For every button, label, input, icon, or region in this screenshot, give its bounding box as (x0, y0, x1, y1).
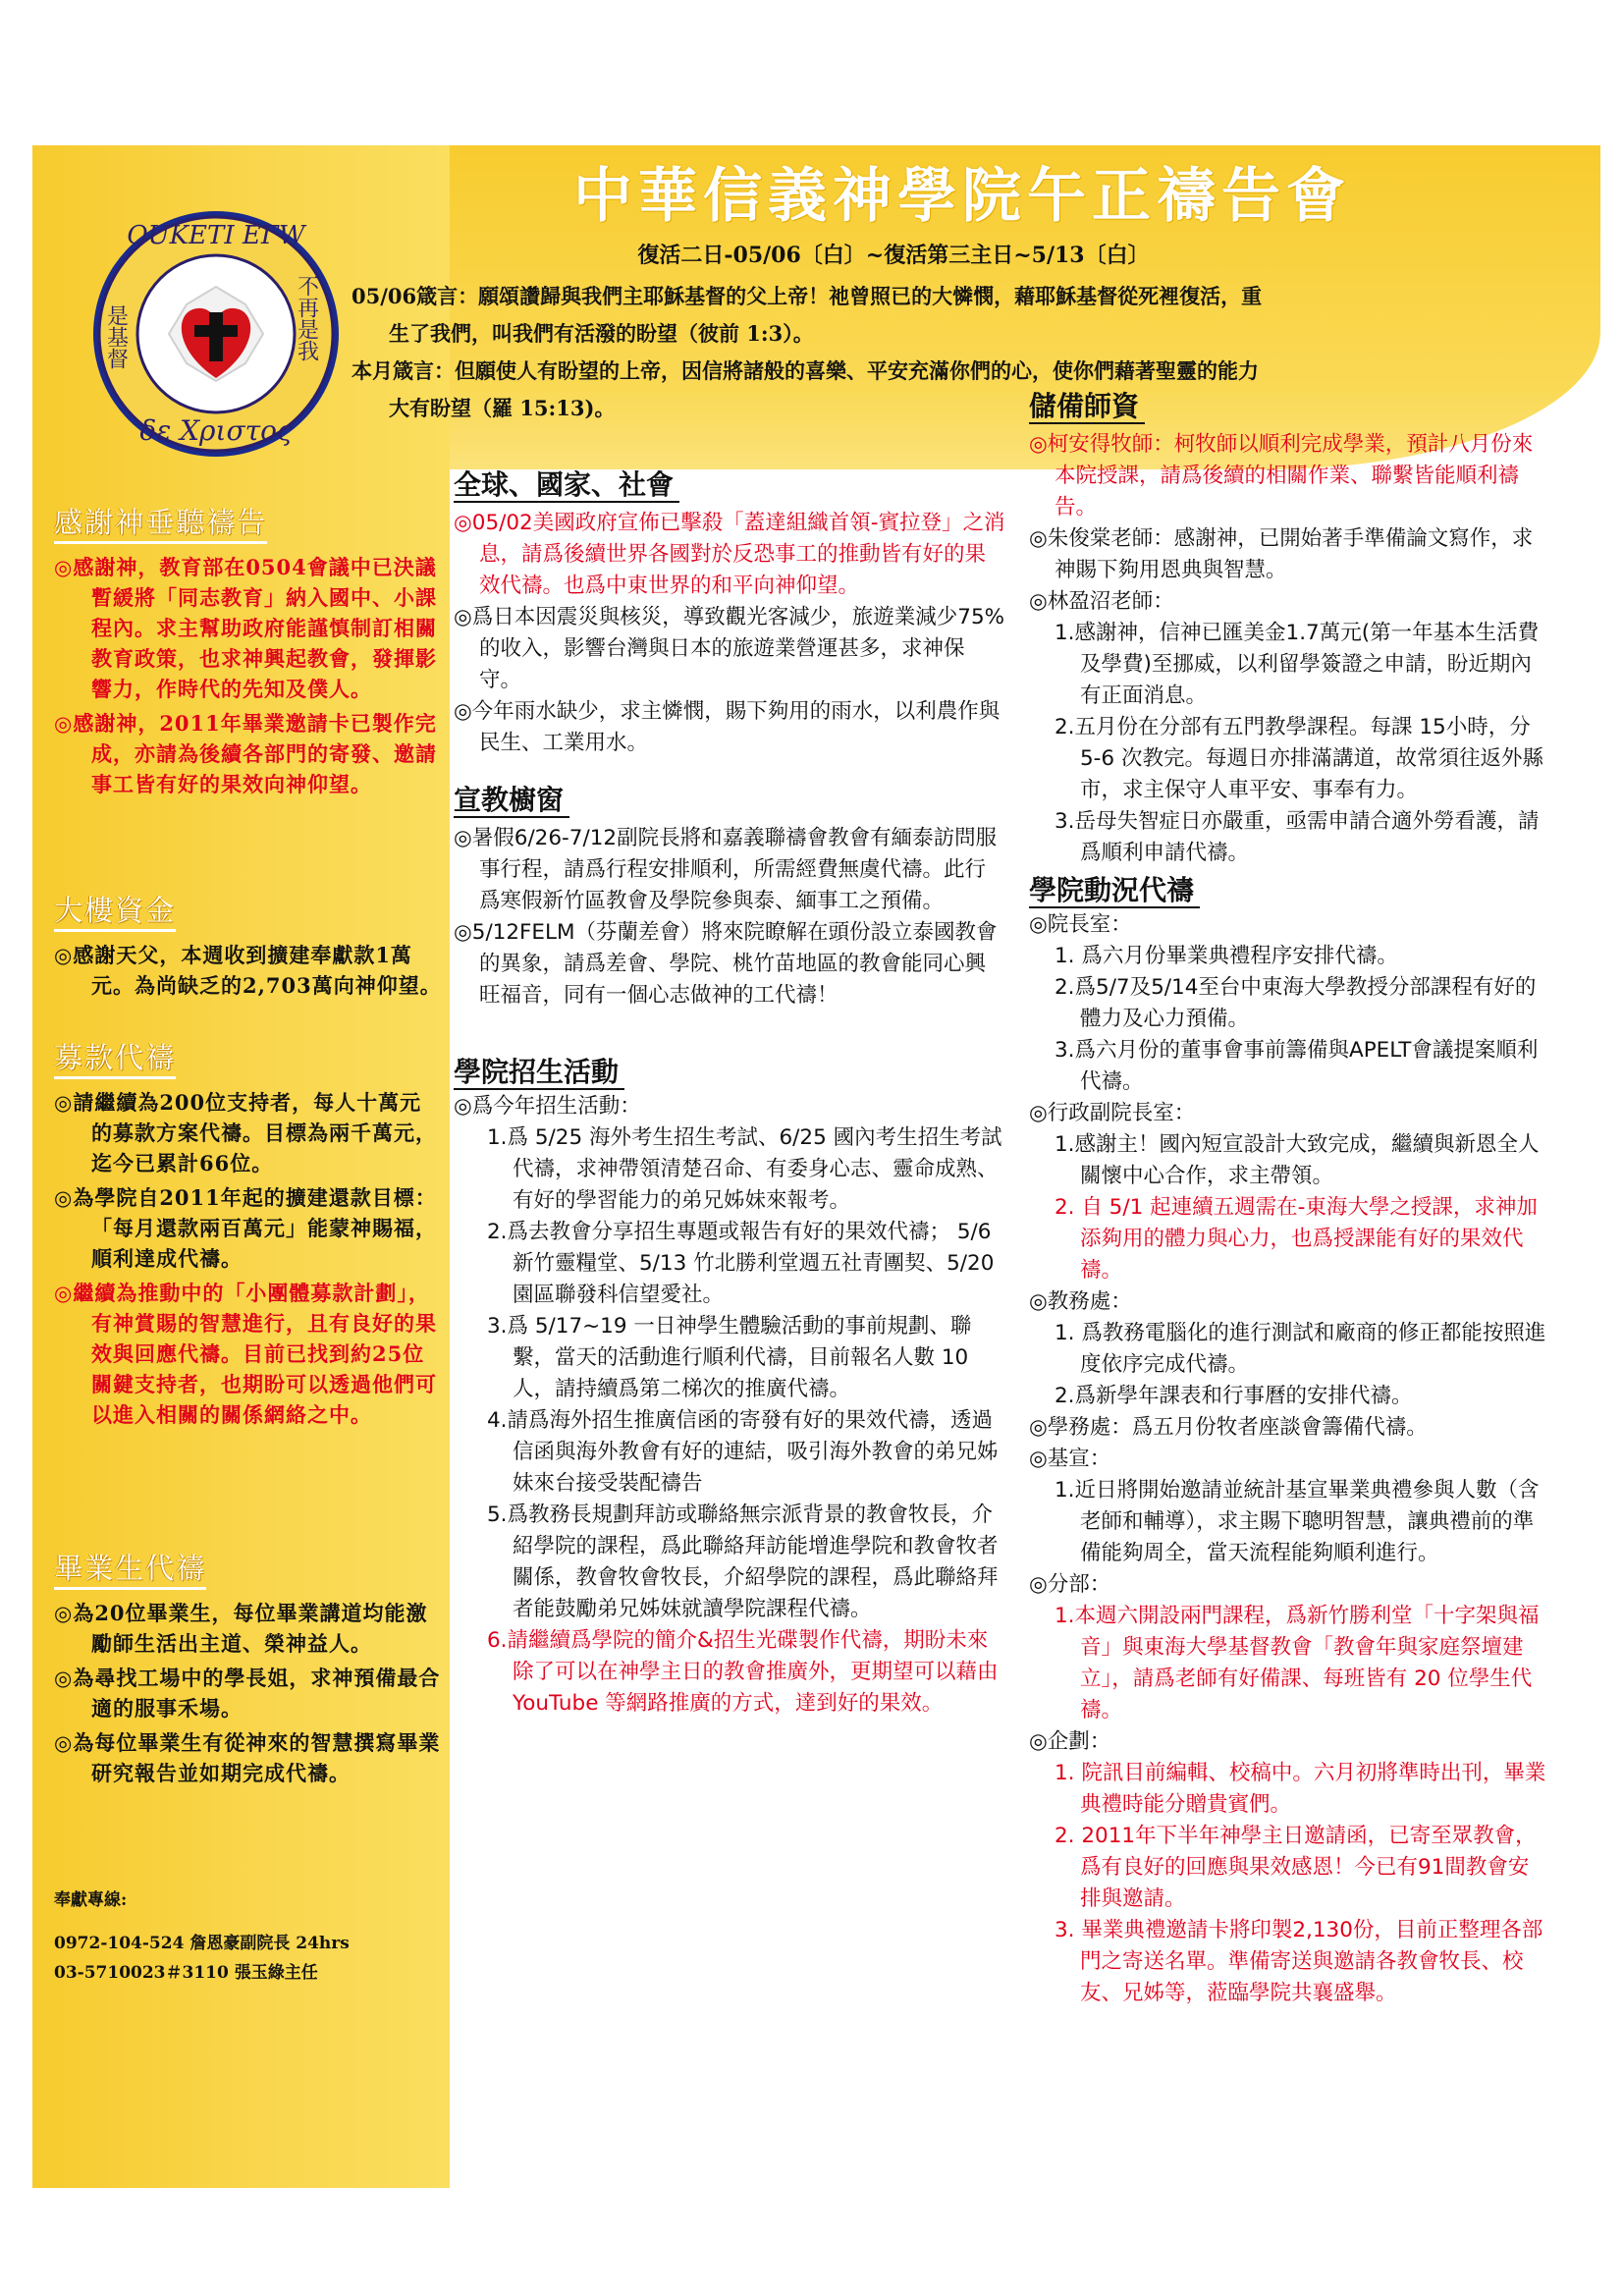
vice-president-item-1: 1.感謝主！國內短宣設計大致完成，繼續與新恩全人關懷中心合作，求主帶領。 (1055, 1132, 1540, 1188)
mission-heading: 宣教櫥窗 (454, 785, 569, 818)
faculty-item-2: ◎朱俊棠老師：感謝神，已開始著手準備論文寫作，求神賜下夠用恩典與智慧。 (1029, 526, 1534, 582)
faculty-sub-2: 2.五月份在分部有五門教學課程。每課 15小時，分 5-6 次教完。每週日亦排滿講道，故常須往返外縣市，求主保守人車平安、事奉有力。 (1055, 715, 1543, 802)
planning-item-2: 2. 2011年下半年神學主日邀請函，已寄至眾教會，爲有良好的回應與果效感恩！今已有91間教會安排與邀請。 (1055, 1824, 1537, 1911)
weekly-verse-line1: 05/06箴言：願頌讚歸與我們主耶穌基督的父上帝！祂曾照已的大憐憫，藉耶穌基督從死裡復活，重 (352, 284, 1263, 308)
seminary-news-heading: 學院動況代禱 (1029, 875, 1200, 908)
world-item-2: ◎爲日本因震災與核災，導致觀光客減少，旅遊業減少75%的收入，影響台灣與日本的旅遊業營運甚多，求神保守。 (454, 605, 1005, 692)
fundraising-item-1: ◎請繼續為200位支持者，每人十萬元的募款方案代禱。目標為兩千萬元，迄今已累計66位。 (54, 1090, 437, 1175)
mission-item-2: ◎5/12FELM（芬蘭差會）將來院瞭解在頭份設立泰國教會的異象，請爲差會、學院、桃竹苗地區的教會能同心興旺福音，同有一個心志做神的工代禱！ (454, 920, 998, 1008)
fundraising-item-3a: ◎繼續為推動中的「小團體募款計劃」，有神賞賜的智慧進行，且有良好的果效與回應代禱。 (54, 1281, 437, 1366)
donation-contact-heading: 奉獻專線: (54, 1890, 128, 1910)
middle-column (454, 469, 1005, 1720)
seal-top-text: OUKETI EΓW (127, 221, 305, 250)
academic-office-item-2: 2.爲新學年課表和行事曆的安排代禱。 (1055, 1384, 1413, 1408)
admissions-item-4: 4.請爲海外招生推廣信函的寄發有好的果效代禱，透過信函與海外教會有好的連結，吸引海外教會的弟兄姊妹來台接受裝配禱告 (487, 1408, 999, 1496)
graduates-heading: 畢業生代禱 (54, 1547, 206, 1590)
faculty-sub-1: 1.感謝神，信神已匯美金1.7萬元(第一年基本生活費及學費)至挪威，以利留學簽證之申請，盼近期內有正面消息。 (1055, 621, 1540, 708)
admissions-item-3: 3.爲 5/17~19 一日神學生體驗活動的事前規劃、聯繫，當天的活動進行順利代禱，目前報名人數 10 人，請持續爲第二梯次的推廣代禱。 (487, 1314, 972, 1401)
thanks-heading: 感謝神垂聽禱告 (54, 501, 267, 544)
weekly-verse-line2: 生了我們，叫我們有活潑的盼望（彼前 1:3）。 (389, 321, 814, 346)
branch-heading: ◎分部： (1029, 1572, 1111, 1597)
monthly-verse-line1: 本月箴言：但願使人有盼望的上帝，因信將諸般的喜樂、平安充滿你們的心，使你們藉著聖靈的能力 (352, 358, 1259, 383)
graduates-item-3: ◎為每位畢業生有從神來的智慧撰寫畢業研究報告並如期完成代禱。 (54, 1730, 441, 1785)
fundraising-item-2: ◎為學院自2011年起的擴建還款目標：「每月還款兩百萬元」能蒙神賜福，順利達成代禱。 (54, 1185, 437, 1271)
faculty-item-1: ◎柯安得牧師：柯牧師以順利完成學業，預計八月份來本院授課，請爲後續的相關作業、聯繫皆能順利禱告。 (1029, 432, 1534, 519)
right-column (1029, 391, 1549, 2009)
planning-item-3: 3. 畢業典禮邀請卡將印製2,130份，目前正整理各部門之寄送名單。準備寄送與邀請各教會牧長、校友、兄姊等，蒞臨學院共襄盛舉。 (1055, 1918, 1543, 2005)
admissions-intro: ◎爲今年招生活動： (454, 1094, 641, 1119)
thanks-item-2: ◎感謝神，2011年畢業邀請卡已製作完成，亦請為後續各部門的寄發、邀請事工皆有好的果效向神仰望。 (54, 711, 437, 796)
graduates-section (54, 1547, 442, 1788)
lay-training-item-1: 1.近日將開始邀請並統計基宣畢業典禮參與人數（含老師和輔導），求主賜下聰明智慧，讓典禮前的準備能夠周全，當天流程能夠順利進行。 (1055, 1478, 1540, 1565)
fundraising-item-3b: 目前已找到約25位關鍵支持者，也期盼可以透過他們可以進入相關的關係網絡之中。 (91, 1341, 437, 1427)
admissions-heading: 學院招生活動 (454, 1057, 624, 1090)
branch-item-1: 1.本週六開設兩門課程，爲新竹勝利堂「十字架與福音」與東海大學基督教會「教會年與家庭祭壇建立」，請爲老師有好備課、每班皆有 20 位學生代禱。 (1055, 1604, 1540, 1722)
thanks-item-1: ◎感謝神，教育部在0504會議中已決議暫緩將「同志教育」納入國中、小課程內。求主幫助政府能謹慎制訂相關教育政策，也求神興起教會，發揮影響力，作時代的先知及僕人。 (54, 555, 437, 701)
president-office-item-3: 3.爲六月份的董事會事前籌備與APELT會議提案順利代禱。 (1055, 1038, 1539, 1094)
seal-right-text: 不再是我 (294, 275, 319, 361)
fundraising-item-3 (54, 1278, 442, 1430)
thanks-section (54, 501, 442, 799)
date-line: 復活二日-05/06〔白〕~復活第三主日~5/13〔白〕 (637, 243, 1150, 268)
vice-president-heading: ◎行政副院長室： (1029, 1101, 1196, 1125)
building-fund-item: ◎感謝天父，本週收到擴建奉獻款1萬元。為尚缺乏的2,703萬向神仰望。 (54, 943, 442, 998)
world-heading: 全球、國家、社會 (454, 469, 679, 503)
planning-heading: ◎企劃： (1029, 1729, 1111, 1754)
faculty-heading: 儲備師資 (1029, 391, 1145, 424)
faculty-item-3: ◎林盈沼老師： (1029, 589, 1174, 614)
seal-left-text: 是基督 (103, 304, 129, 369)
graduates-item-2: ◎為尋找工場中的學長姐，求神預備最合適的服事禾場。 (54, 1666, 441, 1721)
donation-phone-2[interactable]: 03-5710023＃3110 張玉綠主任 (54, 1963, 318, 1983)
page-title: 中華信義神學院午正禱告會 (573, 162, 1351, 231)
donation-phone-1[interactable]: 0972-104-524 詹恩豪副院長 24hrs (54, 1934, 350, 1953)
admissions-item-6: 6.請繼續爲學院的簡介&招生光碟製作代禱，期盼未來除了可以在神學主日的教會推廣外，更期望可以藉由 YouTube 等網路推廣的方式，達到好的果效。 (487, 1628, 999, 1716)
donation-contact (54, 1886, 442, 1988)
academic-office-heading: ◎教務處： (1029, 1289, 1132, 1314)
academic-office-item-1: 1. 爲教務電腦化的進行測試和廠商的修正都能按照進度依序完成代禱。 (1055, 1321, 1546, 1377)
admissions-item-2: 2.爲去教會分享招生專題或報告有好的果效代禱； 5/6 新竹靈糧堂、5/13 竹北勝利堂週五社青團契、5/20 園區聯發科信望愛社。 (487, 1220, 995, 1307)
student-affairs-item: ◎學務處：爲五月份牧者座談會籌備代禱。 (1029, 1415, 1428, 1440)
seal-bottom-text: δε Χριστος (139, 414, 293, 447)
president-office-heading: ◎院長室： (1029, 912, 1132, 937)
fundraising-heading: 募款代禱 (54, 1036, 176, 1079)
fundraising-section (54, 1036, 442, 1430)
world-item-3: ◎今年雨水缺少，求主憐憫，賜下夠用的雨水，以利農作與民生、工業用水。 (454, 699, 1001, 755)
admissions-item-1: 1.爲 5/25 海外考生招生考試、6/25 國內考生招生考試代禱，求神帶領清楚召命、有委身心志、靈命成熟、有好的學習能力的弟兄姊妹來報考。 (487, 1125, 1002, 1213)
faculty-sub-3: 3.岳母失智症日亦嚴重，亟需申請合適外勞看護，請爲順利申請代禱。 (1055, 809, 1540, 865)
admissions-item-5: 5.爲教務長規劃拜訪或聯絡無宗派背景的教會牧長，介紹學院的課程，爲此聯絡拜訪能增進學院和教會牧者關係，教會牧會牧長，介紹學院的課程，爲此聯絡拜者能鼓勵弟兄姊妹就讀學院課程代禱。 (487, 1503, 999, 1621)
luther-seal-icon (88, 206, 344, 462)
mission-item-1: ◎暑假6/26-7/12副院長將和嘉義聯禱會教會有緬泰訪問服事行程，請爲行程安排順利，所需經費無虞代禱。此行爲寒假新竹區教會及學院參與泰、緬事工之預備。 (454, 826, 998, 913)
building-fund-section (54, 889, 442, 1001)
world-item-1: ◎05/02美國政府宣佈已擊殺「蓋達組織首領-賓拉登」之消息，請爲後續世界各國對於反恐事工的推動皆有好的果效代禱。也爲中東世界的和平向神仰望。 (454, 511, 1005, 598)
president-office-item-2: 2.爲5/7及5/14至台中東海大學教授分部課程有好的體力及心力預備。 (1055, 975, 1537, 1031)
vice-president-item-2: 2. 自 5/1 起連續五週需在-東海大學之授課，求神加添夠用的體力與心力，也爲授課能有好的果效代禱。 (1055, 1195, 1538, 1283)
planning-item-1: 1. 院訊目前編輯、校稿中。六月初將準時出刊，畢業典禮時能分贈貴賓們。 (1055, 1761, 1546, 1817)
weekly-verse (352, 278, 1569, 353)
monthly-verse-line2: 大有盼望（羅 15:13)。 (389, 396, 616, 420)
graduates-item-1: ◎為20位畢業生，每位畢業講道均能激勵師生活出主道、榮神益人。 (54, 1601, 428, 1656)
building-fund-heading: 大樓資金 (54, 889, 176, 932)
president-office-item-1: 1. 爲六月份畢業典禮程序安排代禱。 (1055, 944, 1398, 968)
lay-training-heading: ◎基宣： (1029, 1447, 1111, 1471)
